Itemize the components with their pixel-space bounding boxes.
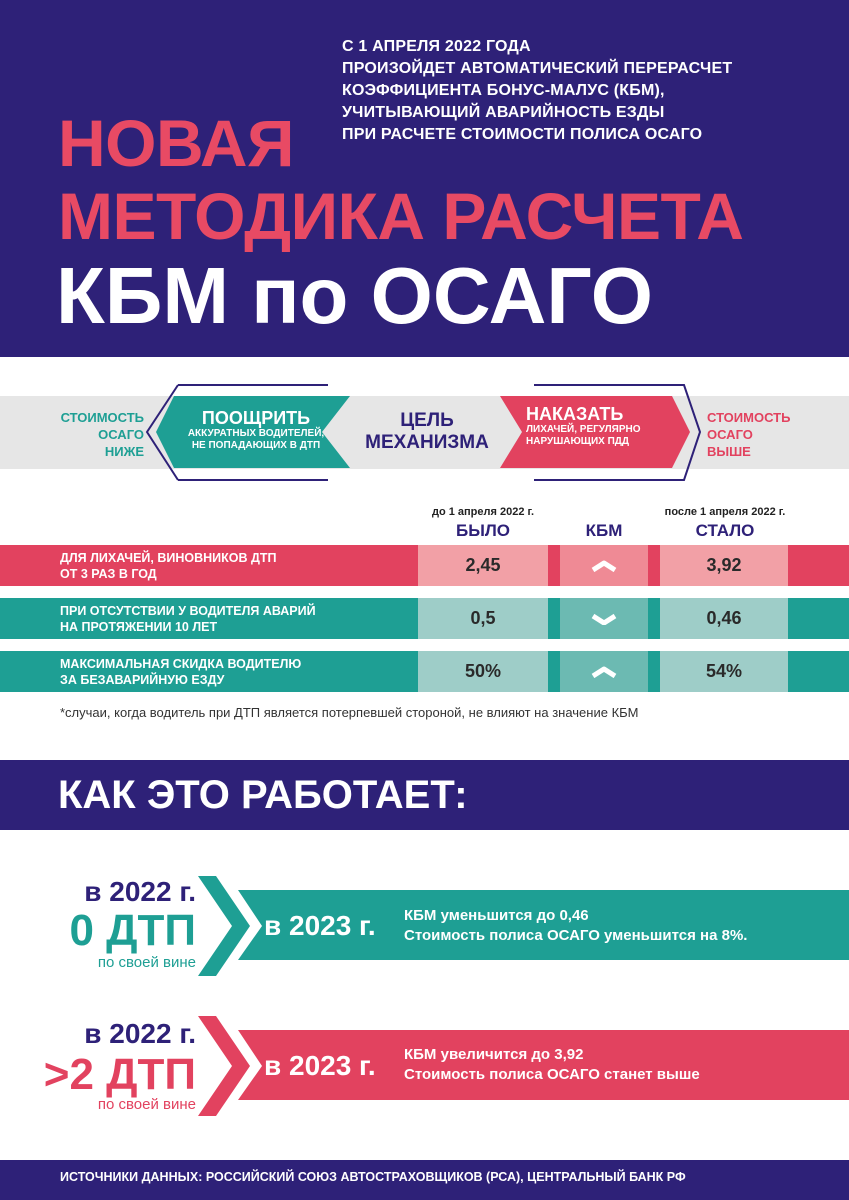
intro-line: УЧИТЫВАЮЩИЙ АВАРИЙНОСТЬ ЕЗДЫ <box>342 104 665 121</box>
row-label-line: ДЛЯ ЛИХАЧЕЙ, ВИНОВНИКОВ ДТП <box>60 551 277 565</box>
intro-line: С 1 АПРЕЛЯ 2022 ГОДА <box>342 38 531 55</box>
mechanism-goal <box>352 410 502 454</box>
result-line: Стоимость полиса ОСАГО станет выше <box>404 1066 700 1083</box>
title-line-1: НОВАЯ <box>58 106 294 180</box>
after-value: 54% <box>660 651 788 692</box>
cost-lower-line: СТОИМОСТЬ <box>60 410 144 425</box>
kbm-header: КБМ <box>585 521 623 540</box>
after-value: 3,92 <box>660 545 788 586</box>
footnote: *случаи, когда водитель при ДТП является потерпевшей стороной, не влияют на значение КБМ <box>60 705 639 720</box>
before-date: до 1 апреля 2022 г. <box>431 506 535 518</box>
before-value: 2,45 <box>418 545 548 586</box>
after-date: после 1 апреля 2022 г. <box>664 506 786 518</box>
before-value: 50% <box>418 651 548 692</box>
intro-line: ПРОИЗОЙДЕТ АВТОМАТИЧЕСКИЙ ПЕРЕРАСЧЕТ <box>342 60 733 77</box>
intro-text <box>342 36 732 146</box>
scenario-result <box>404 906 747 946</box>
cost-higher-line: ВЫШЕ <box>707 444 751 459</box>
title-line-2: МЕТОДИКА РАСЧЕТА <box>58 179 744 253</box>
scenario-year: в 2022 г. <box>84 1018 196 1049</box>
scenario-year: в 2022 г. <box>84 876 196 907</box>
kbm-up-icon <box>560 651 648 692</box>
encourage-sub: АККУРАТНЫХ ВОДИТЕЛЕЙ, <box>187 428 325 439</box>
scenario-fault: по своей вине <box>97 1096 196 1113</box>
intro-line: ПРИ РАСЧЕТЕ СТОИМОСТИ ПОЛИСА ОСАГО <box>342 126 703 143</box>
row-label-line: МАКСИМАЛЬНАЯ СКИДКА ВОДИТЕЛЮ <box>60 657 302 671</box>
how-it-works-title: КАК ЭТО РАБОТАЕТ: <box>58 773 468 817</box>
after-value: 0,46 <box>660 598 788 639</box>
intro-line: КОЭФФИЦИЕНТА БОНУС-МАЛУС (КБМ), <box>342 82 665 99</box>
scenario-next-year: в 2023 г. <box>264 1050 376 1081</box>
encourage-sub: НЕ ПОПАДАЮЩИХ В ДТП <box>191 440 321 451</box>
punish-sub: НАРУШАЮЩИХ ПДД <box>526 436 630 447</box>
cost-higher-label <box>707 409 790 460</box>
punish-sub: ЛИХАЧЕЙ, РЕГУЛЯРНО <box>526 424 641 435</box>
row-label-line: ПРИ ОТСУТСТВИИ У ВОДИТЕЛЯ АВАРИЙ <box>60 604 316 618</box>
row-label <box>60 603 316 635</box>
encourage-block <box>166 408 346 452</box>
result-line: Стоимость полиса ОСАГО уменьшится на 8%. <box>404 927 748 944</box>
goal-word: ЦЕЛЬ <box>400 410 454 431</box>
scenario-count: >2 ДТП <box>43 1050 196 1099</box>
cost-lower-line: НИЖЕ <box>104 444 144 459</box>
kbm-up-icon <box>560 545 648 586</box>
cost-lower-line: ОСАГО <box>98 427 144 442</box>
row-label <box>60 656 301 688</box>
title-line-3: КБМ по ОСАГО <box>56 251 653 340</box>
cost-higher-line: СТОИМОСТЬ <box>707 410 791 425</box>
row-label-line: ЗА БЕЗАВАРИЙНУЮ ЕЗДУ <box>60 673 225 687</box>
punish-title: НАКАЗАТЬ <box>526 404 624 424</box>
punish-block <box>526 404 676 448</box>
row-label <box>60 550 277 582</box>
result-line: КБМ уменьшится до 0,46 <box>404 907 589 924</box>
kbm-down-icon <box>560 598 648 639</box>
sources-text: ИСТОЧНИКИ ДАННЫХ: РОССИЙСКИЙ СОЮЗ АВТОСТРАХОВЩИКОВ (РСА), ЦЕНТРАЛЬНЫЙ БАНК РФ <box>60 1170 686 1184</box>
scenario-count: 0 ДТП <box>69 906 196 955</box>
scenario-result <box>404 1045 700 1085</box>
row-label-line: НА ПРОТЯЖЕНИИ 10 ЛЕТ <box>60 620 218 634</box>
cost-higher-line: ОСАГО <box>707 427 753 442</box>
row-label-line: ОТ 3 РАЗ В ГОД <box>60 567 157 581</box>
after-header: СТАЛО <box>695 521 755 540</box>
cost-lower-label <box>24 409 144 460</box>
goal-word: МЕХАНИЗМА <box>365 432 489 453</box>
scenario-fault: по своей вине <box>97 954 196 971</box>
result-line: КБМ увеличится до 3,92 <box>404 1046 584 1063</box>
scenario-next-year: в 2023 г. <box>264 910 376 941</box>
before-value: 0,5 <box>418 598 548 639</box>
before-header: БЫЛО <box>455 521 510 540</box>
encourage-title: ПООЩРИТЬ <box>201 408 311 428</box>
